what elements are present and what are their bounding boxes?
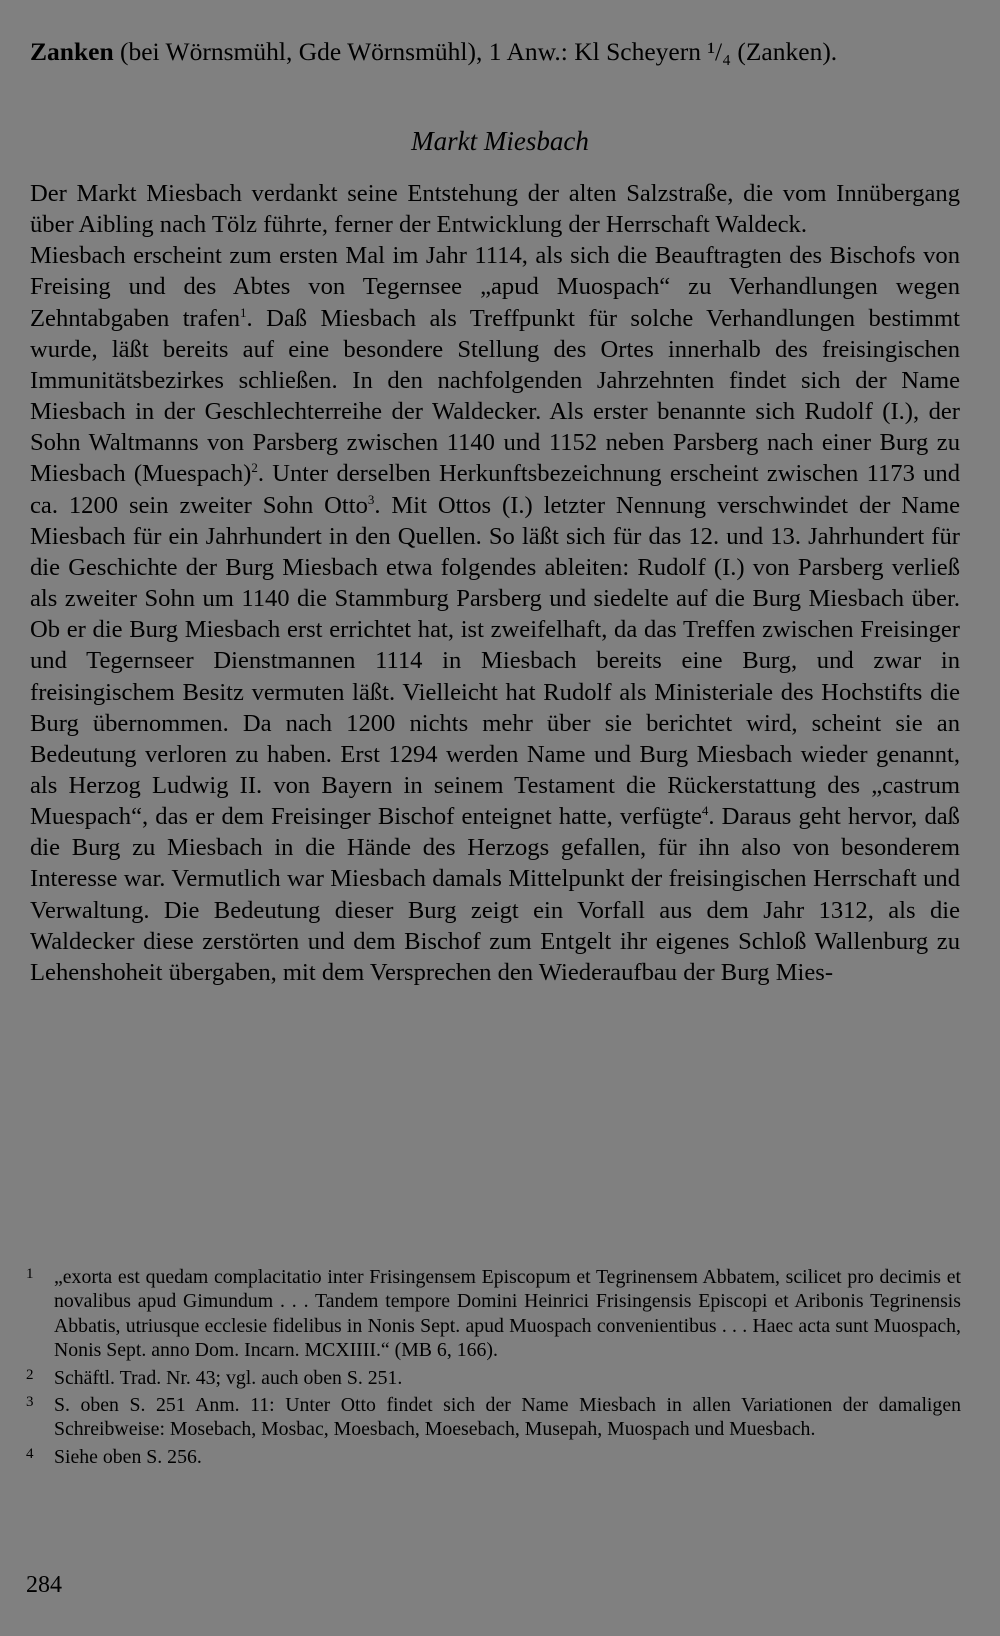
section-title: Markt Miesbach	[411, 126, 589, 156]
footnote-text: „exorta est quedam complacitatio inter Frisingensem Episcopum et Tegrinensem Abbatem, scilicet pro decimis et novalibus apud Gimundum . . . Tandem tempore Domini Heinrici Frisingensis Episcopi et Aribonis Tegrinensis Abbatis, utriusque ecclesie fidelibus in Nonis Sept. apud Muospach convenientibus . . . Haec acta sunt Muospach, Nonis Sept. anno Dom. Incarn. MCXIIII.“ (MB 6, 166).	[54, 1266, 961, 1362]
text-segment: Miesbach erscheint zum ersten Mal im Jahr 1114, als sich die Beauftragten des Bischofs von Freising und des Abtes von Tegernsee „apud Muospach“ zu Verhandlungen wegen Zehntabgaben trafen	[30, 242, 960, 332]
entry-name: Zanken	[30, 37, 114, 66]
footnote-number: 3	[26, 1394, 34, 1411]
footnote-number: 2	[26, 1366, 34, 1383]
page-number: 284	[26, 1572, 62, 1598]
text-segment: . Daraus geht hervor, daß die Burg zu Miesbach in die Hände des Herzogs gefallen, für ihn also von besonderem Interesse war. Vermutlich war Miesbach damals Mittelpunkt der freisingischen Herrschaft und Verwaltung. Die Bedeutung dieser Burg zeigt ein Vorfall aus dem Jahr 1312, als die Waldecker diese zerstörten und dem Bischof zum Entgelt ihr eigenes Schloß Wallenburg zu Lehenshoheit übergaben, mit dem Versprechen den Wiederaufbau der Burg Mies-	[30, 803, 960, 986]
footnote-ref: 2	[251, 460, 258, 476]
paragraph-2	[30, 240, 960, 988]
footnote	[26, 1390, 961, 1442]
footnote-ref: 4	[701, 803, 709, 819]
main-text	[30, 178, 960, 988]
text-segment: . Unter derselben Herkunftsbezeichnung erscheint zwischen 1173 und ca. 1200 sein zweiter Sohn Otto	[30, 460, 961, 519]
footnotes	[26, 1262, 961, 1469]
entry-fraction: ¹/₄	[707, 37, 731, 66]
text-segment: . Daß Miesbach als Treffpunkt für solche Verhandlungen bestimmt wurde, läßt bereits auf eine besondere Stellung des Ortes innerhalb des freisingischen Immunitätsbezirkes schließen. In den nachfolgenden Jahrzehnten findet sich der Name Miesbach in der Geschlechterreihe der Waldecker. Als erster benannte sich Rudolf (I.), der Sohn Waltmanns von Parsberg zwischen 1140 und 1152 neben Parsberg nach einer Burg zu Miesbach (Muespach)	[30, 304, 960, 488]
entry-tail: (Zanken).	[730, 37, 838, 66]
footnote-text: Siehe oben S. 256.	[54, 1445, 202, 1468]
footnote-text: Schäftl. Trad. Nr. 43; vgl. auch oben S. 251.	[54, 1366, 403, 1389]
paragraph-1: Der Markt Miesbach verdankt seine Entstehung der alten Salzstraße, die vom Innübergang über Aibling nach Tölz führte, ferner der Entwicklung der Herrschaft Waldeck.	[30, 180, 960, 239]
footnote-ref: 1	[240, 304, 247, 320]
footnote-number: 4	[26, 1445, 34, 1462]
footnote-text: S. oben S. 251 Anm. 11: Unter Otto findet sich der Name Miesbach in allen Variationen der damaligen Schreibweise: Mosebach, Mosbac, Moesbach, Moesebach, Musepah, Muospach und Muesbach.	[54, 1394, 961, 1441]
footnote	[26, 1442, 961, 1469]
footnote	[26, 1262, 961, 1363]
entry-text: (bei Wörnsmühl, Gde Wörnsmühl), 1 Anw.: Kl Scheyern	[113, 37, 708, 66]
text-segment: . Mit Ottos (I.) letzter Nennung verschwindet der Name Miesbach für ein Jahrhundert in den Quellen. So läßt sich für das 12. und 13. Jahrhundert für die Geschichte der Burg Miesbach etwa folgendes ableiten: Rudolf (I.) von Parsberg verließ als zweiter Sohn um 1140 die Stammburg Parsberg und siedelte auf die Burg Miesbach über. Ob er die Burg Miesbach erst errichtet hat, ist zweifelhaft, da das Treffen zwischen Freisinger und Tegernseer Dienstmannen 1114 in Miesbach bereits eine Burg, und zwar in freisingischem Besitz vermuten läßt. Vielleicht hat Rudolf als Ministeriale des Hochstifts die Burg übernommen. Da nach 1200 nichts mehr über sie berichtet wird, scheint sie an Bedeutung verloren zu haben. Erst 1294 werden Name und Burg Miesbach wieder genannt, als Herzog Ludwig II. von Bayern in seinem Testament die Rückerstattung des „castrum Muespach“, das er dem Freisinger Bischof enteignet hatte, verfügte	[30, 491, 960, 831]
footnote-ref: 3	[367, 491, 375, 507]
place-entry	[30, 36, 990, 67]
footnote	[26, 1363, 961, 1390]
footnote-number: 1	[26, 1266, 34, 1282]
